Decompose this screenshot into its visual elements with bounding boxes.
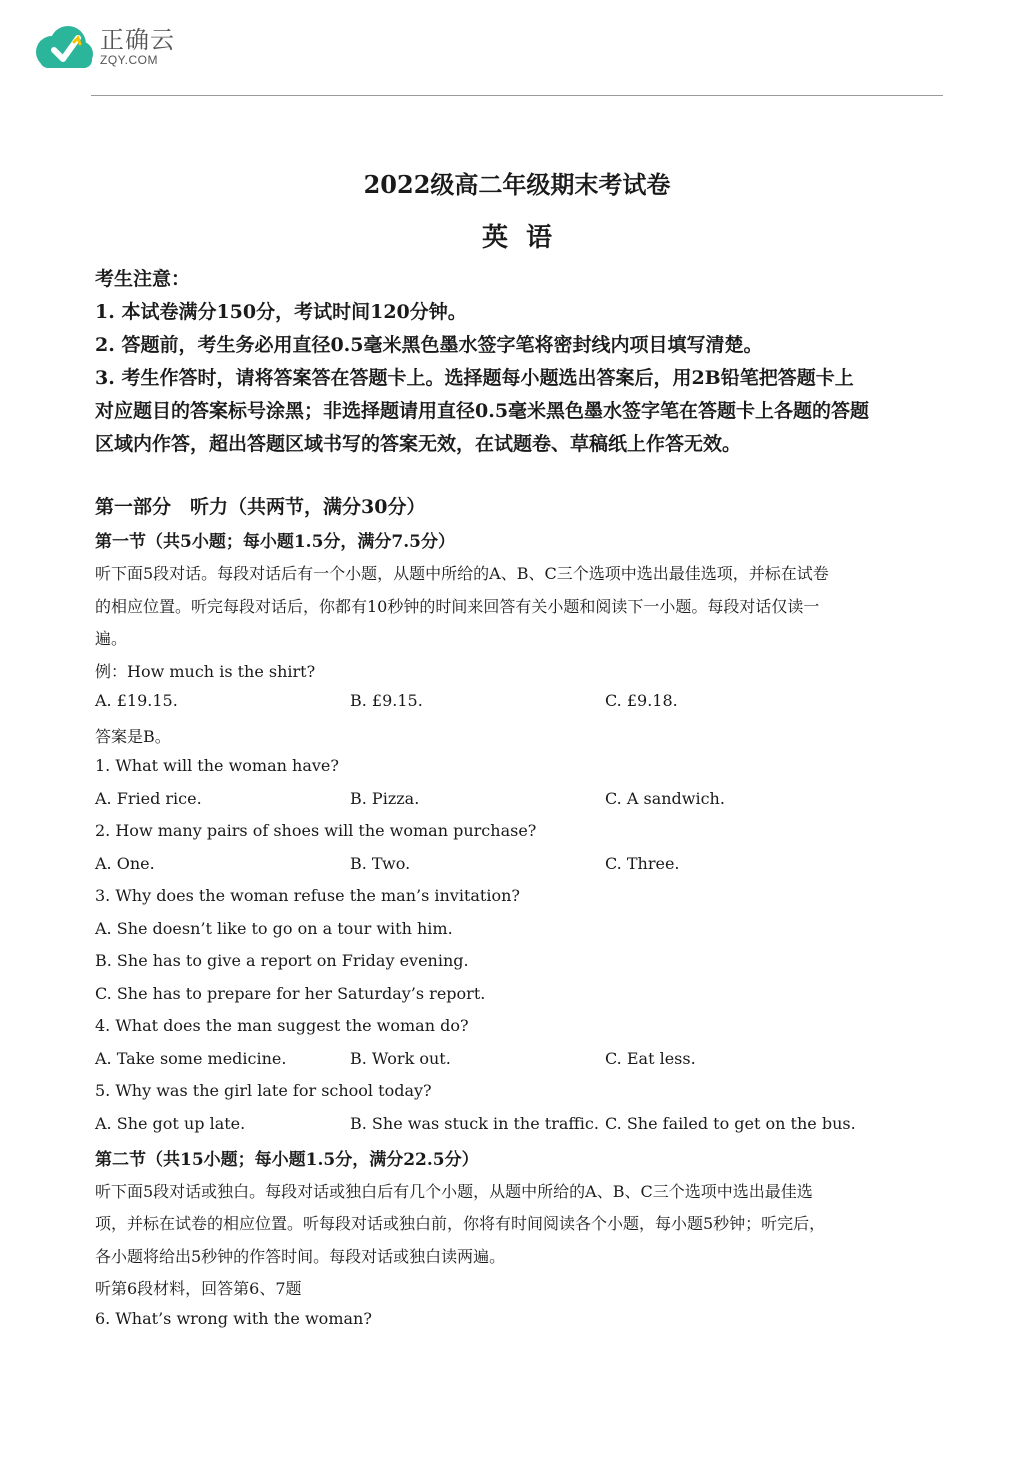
cloud-check-icon [30,22,96,72]
logo-cn: 正确云 [100,26,175,54]
logo-en: ZQY.COM [100,53,158,67]
example-option-c: C. £9.18. [605,691,678,710]
section2-instructions: 项，并标在试卷的相应位置。听每段对话或独白前，你将有时间阅读各个小题，每小题5秒钟；听完后， [95,1214,826,1233]
question-6: 6. What’s wrong with the woman? [95,1309,372,1328]
subject-title: 英语 [481,223,570,253]
q5-option-a: A. She got up late. [95,1114,246,1133]
notice-line: 区域内作答，超出答题区域书写的答案无效，在试题卷、草稿纸上作答无效。 [95,433,742,455]
section1-instructions: 遍。 [95,629,128,648]
q5-option-b: B. She was stuck in the traffic. [350,1114,599,1133]
q2-option-a: A. One. [95,854,155,873]
question-2: 2. How many pairs of shoes will the woman purchase? [95,821,537,840]
q3-option-c: C. She has to prepare for her Saturday’s report. [95,984,486,1003]
notice-line: 对应题目的答案标号涂黑；非选择题请用直径0.5毫米黑色墨水签字笔在答题卡上各题的答题 [95,400,870,422]
header-divider [91,95,943,96]
question-3: 3. Why does the woman refuse the man’s invitation? [95,886,520,905]
q4-option-a: A. Take some medicine. [95,1049,287,1068]
q4-option-b: B. Work out. [350,1049,451,1068]
notice-heading: 考生注意： [95,268,191,290]
q1-option-b: B. Pizza. [350,789,420,808]
notice-line: 1. 本试卷满分150分，考试时间120分钟。 [95,301,467,323]
section2-heading: 第二节（共15小题；每小题1.5分，满分22.5分） [95,1150,479,1170]
example-question: 例：How much is the shirt? [95,662,316,681]
section1-instructions: 听下面5段对话。每段对话后有一个小题，从题中所给的A、B、C三个选项中选出最佳选项，并标在试卷 [95,564,829,583]
part1-heading: 第一部分 听力（共两节，满分30分） [95,496,426,518]
question-1: 1. What will the woman have? [95,756,339,775]
question-4: 4. What does the man suggest the woman do? [95,1016,469,1035]
q1-option-c: C. A sandwich. [605,789,725,808]
section1-heading: 第一节（共5小题；每小题1.5分，满分7.5分） [95,532,455,552]
notice-line: 2. 答题前，考生务必用直径0.5毫米黑色墨水签字笔将密封线内项目填写清楚。 [95,334,763,356]
material-6-label: 听第6段材料，回答第6、7题 [95,1279,302,1298]
example-answer: 答案是B。 [95,727,171,746]
logo [30,22,175,72]
example-option-b: B. £9.15. [350,691,423,710]
q2-option-c: C. Three. [605,854,680,873]
q2-option-b: B. Two. [350,854,411,873]
section1-instructions: 的相应位置。听完每段对话后，你都有10秒钟的时间来回答有关小题和阅读下一小题。每段对话仅读一 [95,597,820,616]
example-option-a: A. £19.15. [95,691,178,710]
q1-option-a: A. Fried rice. [95,789,202,808]
q4-option-c: C. Eat less. [605,1049,696,1068]
question-5: 5. Why was the girl late for school today? [95,1081,432,1100]
q3-option-a: A. She doesn’t like to go on a tour with him. [95,919,453,938]
section2-instructions: 各小题将给出5秒钟的作答时间。每段对话或独白读两遍。 [95,1247,506,1266]
q3-option-b: B. She has to give a report on Friday evening. [95,951,469,970]
q5-option-c: C. She failed to get on the bus. [605,1114,856,1133]
exam-title: 2022级高二年级期末考试卷 [363,170,671,199]
section2-instructions: 听下面5段对话或独白。每段对话或独白后有几个小题，从题中所给的A、B、C三个选项中选出最佳选 [95,1182,813,1201]
notice-line: 3. 考生作答时，请将答案答在答题卡上。选择题每小题选出答案后，用2B铅笔把答题卡上 [95,367,854,389]
